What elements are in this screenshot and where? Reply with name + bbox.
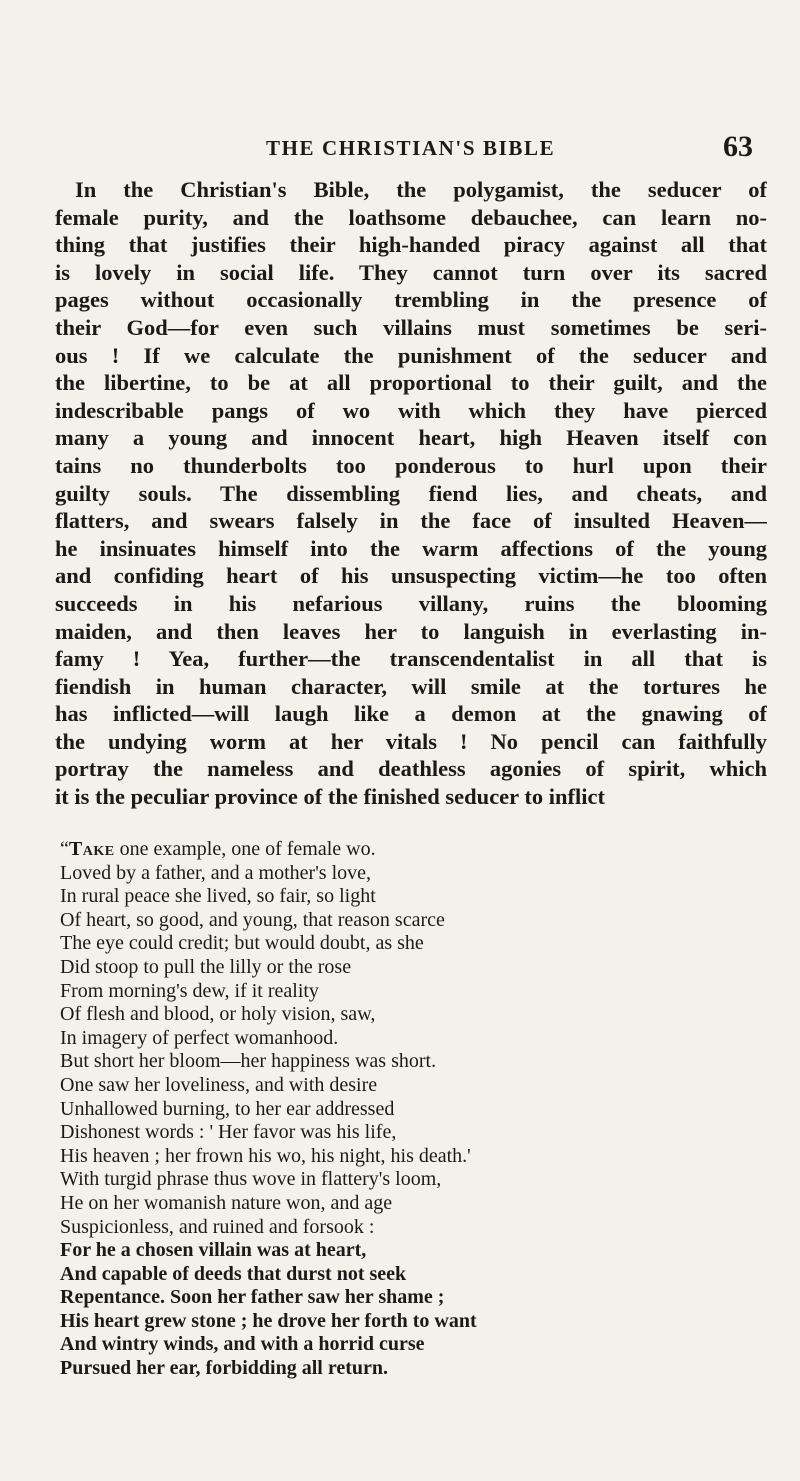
open-quote: “ [60,838,69,860]
poem-first-word: Take [68,838,115,860]
poem-line: Of heart, so good, and young, that reason scarce [60,908,445,931]
body-line: ous ! If we calculate the punishment of the seducer and [55,342,767,368]
poem-line: The eye could credit; but would doubt, as she [60,932,424,955]
poem-line: Repentance. Soon her father saw her shame ; [60,1286,445,1309]
body-line: portray the nameless and deathless agonies of spirit, which [55,756,767,782]
body-line: the libertine, to be at all proportional to their guilt, and the [55,370,767,396]
body-line: pages without occasionally trembling in the presence of [55,287,767,313]
body-line: and confiding heart of his unsuspecting victim—he too often [55,563,767,589]
page-header [0,128,800,164]
poem-line: His heaven ; her frown his wo, his night, his death.' [60,1144,471,1167]
poem-line: Unhallowed burning, to her ear addressed [60,1097,395,1120]
poem-line: He on her womanish nature won, and age [60,1191,393,1214]
poem-line: Suspicionless, and ruined and forsook : [60,1215,375,1238]
poem-line: One saw her loveliness, and with desire [60,1073,378,1096]
poem-line: For he a chosen villain was at heart, [60,1239,367,1262]
body-line: flatters, and swears falsely in the face of insulted Heaven— [55,508,767,534]
body-line: famy ! Yea, further—the transcendentalist in all that is [55,646,767,672]
poem-line: With turgid phrase thus wove in flattery's loom, [60,1168,442,1191]
poem-line: Of flesh and blood, or holy vision, saw, [60,1003,376,1026]
poem-line [60,838,700,862]
poem-line: From morning's dew, if it reality [60,979,319,1002]
body-line: he insinuates himself into the warm affections of the young [55,535,767,561]
poem-quotation [60,838,700,1381]
body-line: indescribable pangs of wo with which they have pierced [55,397,767,423]
body-line: fiendish in human character, will smile at the tortures he [55,673,767,699]
body-line: the undying worm at her vitals ! No pencil can faithfully [55,728,767,754]
body-line: is lovely in social life. They cannot turn over its sacred [55,259,767,285]
poem-line: In rural peace she lived, so fair, so light [60,885,376,908]
poem-first-line-rest: one example, one of female wo. [114,838,376,860]
poem-line: But short her bloom—her happiness was short. [60,1050,437,1073]
body-line: many a young and innocent heart, high Heaven itself con [55,425,767,451]
body-line: succeeds in his nefarious villany, ruins the blooming [55,590,767,616]
running-head: THE CHRISTIAN'S BIBLE [266,136,556,160]
body-line: their God—for even such villains must sometimes be seri- [55,314,767,340]
page-number: 63 [723,130,753,163]
poem-line: Pursued her ear, forbidding all return. [60,1357,388,1380]
poem-line: Dishonest words : ' Her favor was his life, [60,1121,397,1144]
body-line: In the Christian's Bible, the polygamist, the seducer of [75,177,767,202]
body-line: tains no thunderbolts too ponderous to hurl upon their [55,452,767,478]
poem-line: And capable of deeds that durst not seek [60,1262,407,1285]
poem-line: Did stoop to pull the lilly or the rose [60,955,352,978]
poem-line: His heart grew stone ; he drove her forth to want [60,1309,477,1332]
body-line: guilty souls. The dissembling fiend lies, and cheats, and [55,480,767,506]
body-line: thing that justifies their high-handed piracy against all that [55,232,767,258]
poem-line: And wintry winds, and with a horrid curse [60,1333,425,1356]
body-line: has inflicted—will laugh like a demon at the gnawing of [55,701,767,727]
body-line: maiden, and then leaves her to languish in everlasting in- [55,618,767,644]
poem-line: Loved by a father, and a mother's love, [60,861,372,884]
body-paragraph [55,176,767,811]
body-line: female purity, and the loathsome debauchee, can learn no- [55,204,767,230]
poem-line: In imagery of perfect womanhood. [60,1026,339,1049]
body-line: it is the peculiar province of the finished seducer to inflict [55,784,605,810]
